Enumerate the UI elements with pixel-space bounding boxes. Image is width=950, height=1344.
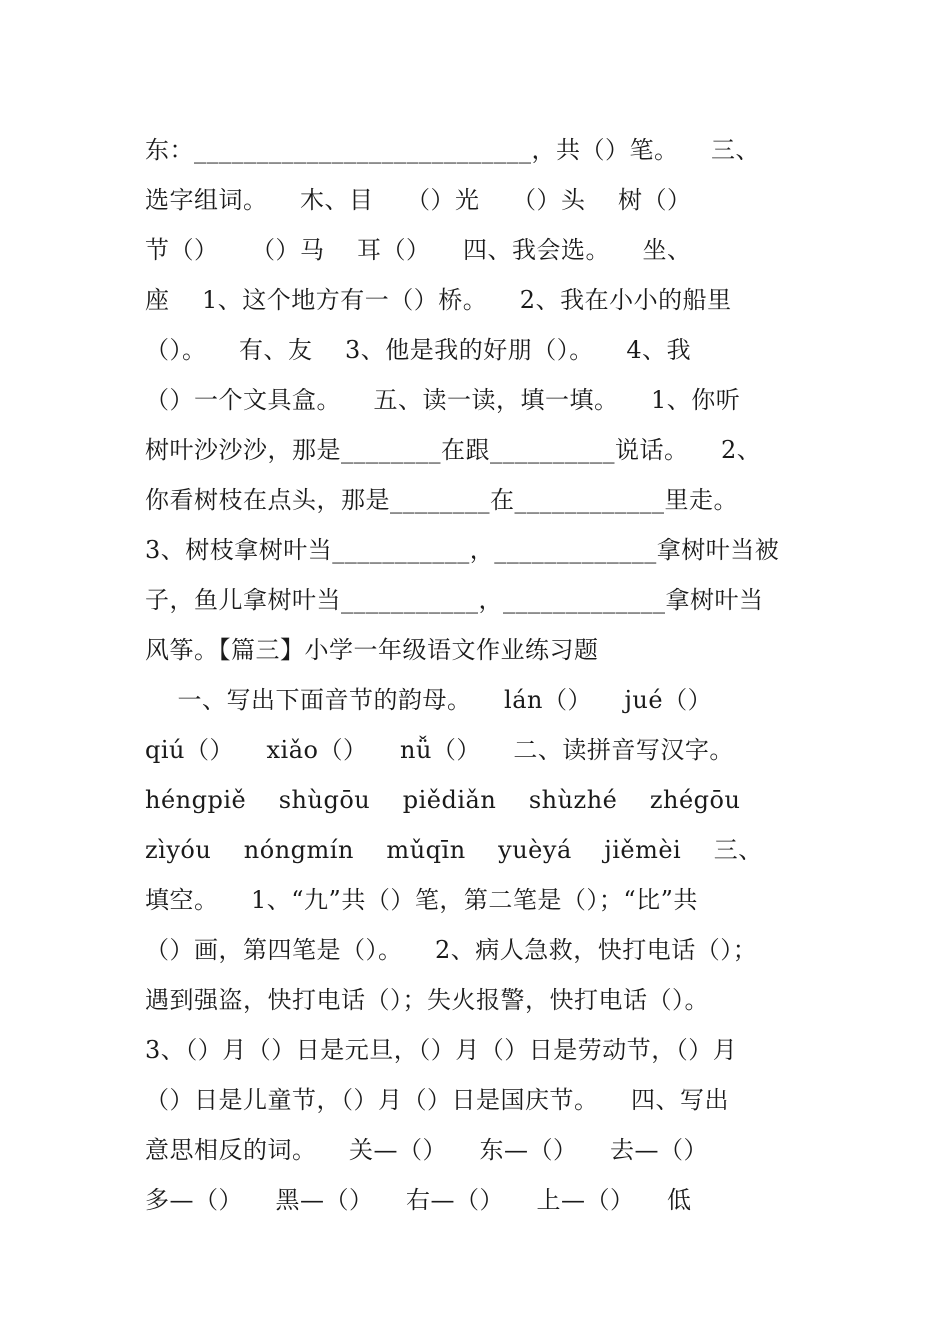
text-line: 3、（）月（）日是元旦，（）月（）日是劳动节，（）月	[145, 1036, 738, 1064]
text-line: 东：___________________________，共（）笔。 三、	[145, 136, 761, 164]
text-line: 选字组词。 木、目 （）光 （）头 树（）	[145, 186, 692, 214]
text-line: 一、写出下面音节的韵母。 lán（） jué（）	[145, 686, 713, 714]
text-line: 填空。 1、“九”共（）笔，第二笔是（）；“比”共	[145, 886, 698, 914]
text-line: 节（） （）马 耳（） 四、我会选。 坐、	[145, 236, 692, 264]
text-line: 3、树枝拿树叶当___________，_____________拿树叶当被	[145, 536, 780, 564]
pinyin-line: zìyóu nóngmín mǔqīn yuèyá jiěmèi 三、	[145, 836, 763, 864]
section-heading: 风筝。【篇三】小学一年级语文作业练习题	[145, 636, 599, 664]
text-line: （）日是儿童节，（）月（）日是国庆节。 四、写出	[145, 1086, 730, 1114]
text-line: 子，鱼儿拿树叶当___________，_____________拿树叶当	[145, 586, 764, 614]
text-line: （）一个文具盒。 五、读一读，填一填。 1、你听	[145, 386, 741, 414]
text-line: 座 1、这个地方有一（）桥。 2、我在小小的船里	[145, 286, 732, 314]
text-line: （）。 有、友 3、他是我的好朋（）。 4、我	[145, 336, 692, 364]
text-line: 意思相反的词。 关—（） 东—（） 去—（）	[145, 1136, 709, 1164]
text-line: 树叶沙沙沙，那是________在跟__________说话。 2、	[145, 436, 762, 464]
text-line: （）画，第四笔是（）。 2、病人急救，快打电话（）；	[145, 936, 758, 964]
text-line: 多—（） 黑—（） 右—（） 上—（） 低	[145, 1186, 692, 1214]
text-line: 你看树枝在点头，那是________在____________里走。	[145, 486, 738, 514]
pinyin-line: héngpiě shùgōu piědiǎn shùzhé zhégōu	[145, 786, 741, 814]
text-line: 遇到强盗，快打电话（）；失火报警，快打电话（）。	[145, 986, 709, 1014]
text-line: qiú（） xiǎo（） nǚ（） 二、读拼音写汉字。	[145, 736, 734, 764]
